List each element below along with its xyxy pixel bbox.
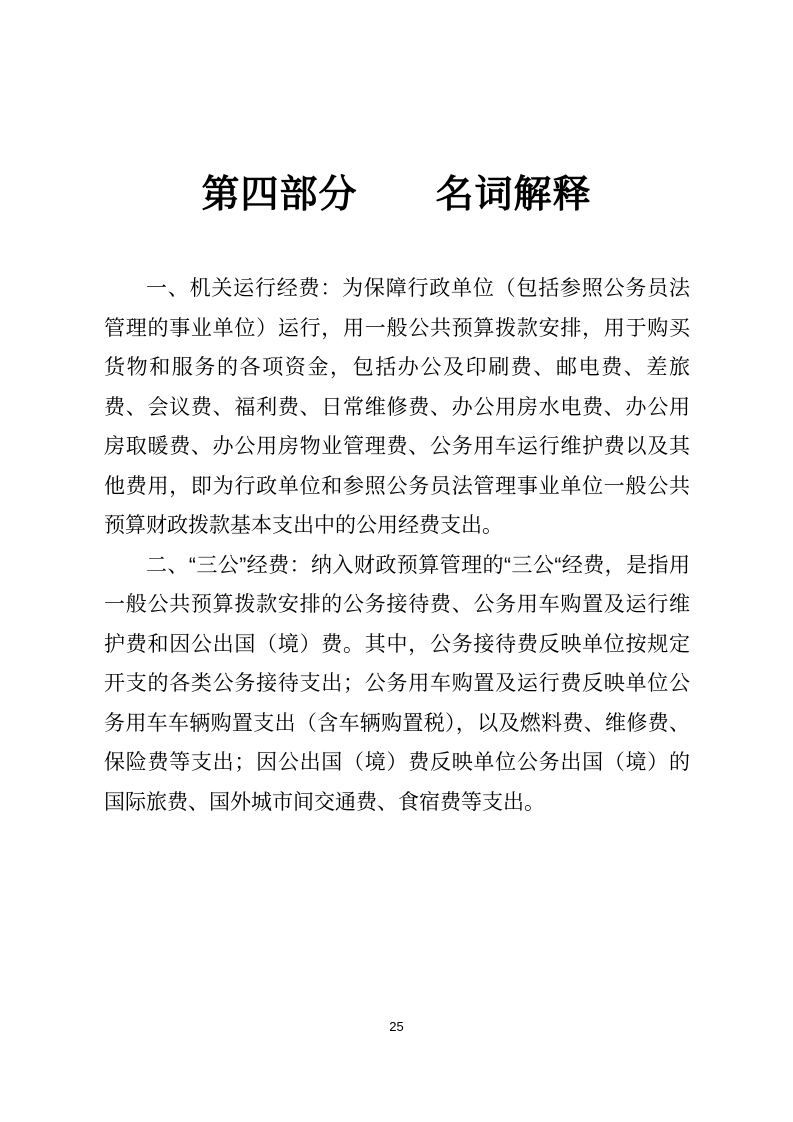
page-footer: [0, 1018, 793, 1036]
page-title: 第四部分 名词解释: [201, 174, 592, 216]
paragraph-agency-operating-funds: 一、机关运行经费：为保障行政单位（包括参照公务员法管理的事业单位）运行，用一般公共预算拨款安排，用于购买货物和服务的各项资金，包括办公及印刷费、邮电费、差旅费、会议费、福利费、日常维修费、办公用房水电费、办公用房取暖费、办公用房物业管理费、公务用车运行维护费以及其他费用，即为行政单位和参照公务员法管理事业单位一般公共预算财政拨款基本支出中的公用经费支出。: [104, 277, 690, 537]
paragraph-three-public-funds: 二、“三公”经费：纳入财政预算管理的“三公“经费，是指用一般公共预算拨款安排的公务接待费、公务用车购置及运行维护费和因公出国（境）费。其中，公务接待费反映单位按规定开支的各类公务接待支出；公务用车购置及运行费反映单位公务用车车辆购置支出（含车辆购置税），以及燃料费、维修费、保险费等支出；因公出国（境）费反映单位公务出国（境）的国际旅费、国外城市间交通费、食宿费等支出。: [104, 553, 690, 814]
page-number: 25: [389, 1019, 404, 1034]
document-body: [104, 269, 690, 822]
